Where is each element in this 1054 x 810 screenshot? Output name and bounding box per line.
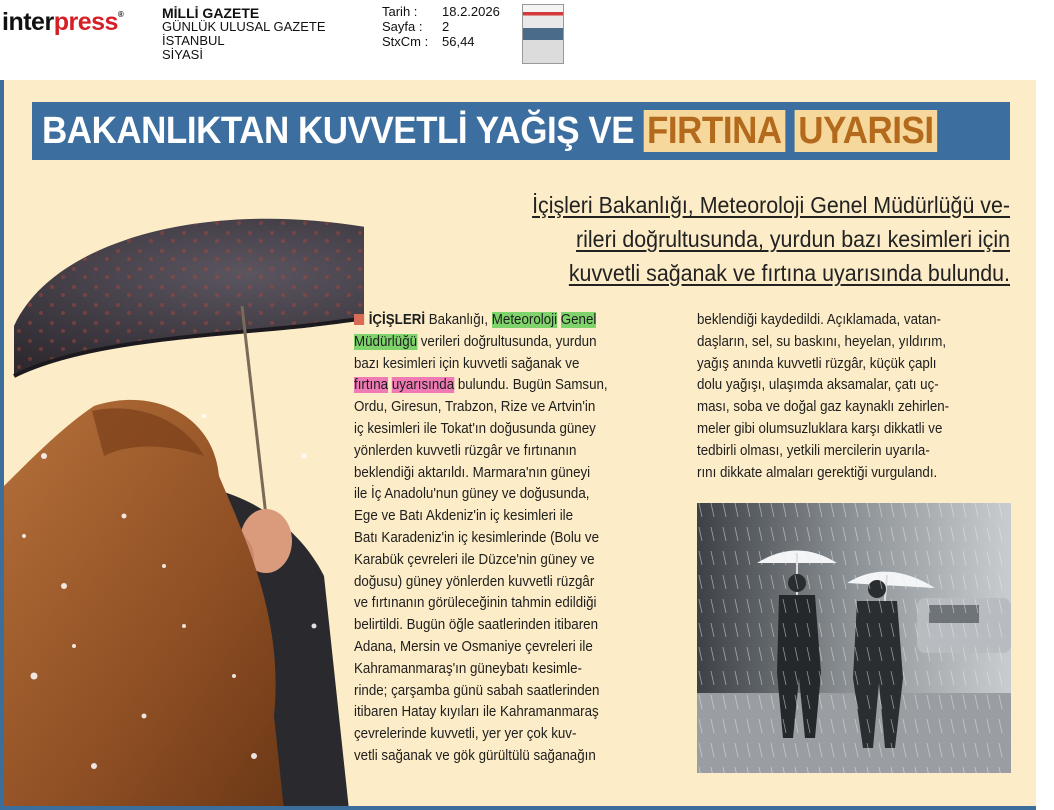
body-line — [354, 310, 645, 332]
kicker: İÇİŞLERİ — [368, 312, 426, 328]
body-line: meler gibi olumsuzluklara karşı dikkatli ve — [697, 420, 943, 437]
publication-name: MİLLİ GAZETE — [162, 5, 260, 21]
body-line: Kahramanmaraş'ın güneybatı kesimle- — [354, 660, 582, 677]
date-label: Tarih : — [382, 4, 418, 19]
publication-info — [162, 6, 326, 62]
body-line: çevrelerinde kuvvetli, yer yer çok kuv- — [354, 726, 577, 743]
body-text: bulundu. Bugün Samsun, — [454, 377, 608, 394]
lede-line: rileri doğrultusunda, yurdun bazı kesimleri için — [576, 226, 1010, 252]
body-line: beklendiği aktarıldı. Marmara'nın güneyi — [354, 464, 591, 481]
body-line: dolu yağışı, ulaşımda aksamalar, çatı uç- — [697, 377, 939, 394]
highlight-genel: Genel — [560, 312, 597, 328]
highlight-firtina: fırtına — [354, 377, 389, 394]
body-line: Batı Karadeniz'in iç kesimlerinde (Bolu ve — [354, 529, 600, 546]
publication-section: SİYASİ — [162, 47, 203, 62]
publication-city: İSTANBUL — [162, 33, 225, 48]
body-line: ile İç Anadolu'nun güney ve doğusunda, — [354, 486, 590, 503]
body-line: beklendiği kaydedildi. Açıklamada, vatan- — [697, 312, 941, 328]
body-line: Karabük çevreleri ile Düzce'nin güney ve — [354, 551, 595, 568]
body-column-1 — [354, 310, 670, 768]
body-line: itibaren Hatay kıyıları ile Kahramanmaraş — [354, 704, 599, 721]
article — [0, 80, 1036, 810]
page-label: Sayfa : — [382, 19, 423, 34]
body-line: ve fırtınanın görüleceğinin tahmin edildiği — [354, 595, 597, 612]
interpress-logo — [2, 8, 123, 37]
body-line: Adana, Mersin ve Osmaniye çevreleri ile — [354, 638, 593, 655]
clipping-header — [0, 0, 1054, 80]
body-text: Bakanlığı, — [425, 312, 492, 328]
headline-highlight-firtina: FIRTINA — [643, 110, 785, 152]
body-line: ması, soba ve doğal gaz kaynaklı zehirlen- — [697, 399, 950, 416]
body-text: verileri doğrultusunda, yurdun — [417, 333, 597, 350]
headline-text: BAKANLIKTAN KUVVETLİ YAĞIŞ VE — [42, 109, 644, 152]
body-line: daşların, sel, su baskını, heyelan, yıldırım, — [697, 333, 947, 350]
logo-accent: press — [53, 8, 118, 36]
body-line — [354, 375, 645, 397]
body-line: yönlerden kuvvetli rüzgâr ve fırtınanın — [354, 442, 577, 459]
stxcm-value: 56,44 — [442, 34, 475, 49]
date-value: 18.2.2026 — [442, 4, 500, 19]
lede-line: kuvvetli sağanak ve fırtına uyarısında bulundu. — [568, 260, 1010, 286]
umbrella-photo — [4, 156, 364, 810]
stxcm-label: StxCm : — [382, 34, 429, 49]
logo-mark: ® — [117, 10, 124, 19]
rain-photo — [697, 503, 1011, 773]
body-line: tedbirli olması, yetkili mercilerin uyarıla- — [697, 442, 930, 459]
body-line: yağış anında kuvvetli rüzgâr, küçük çaplı — [697, 355, 937, 372]
body-line — [354, 332, 645, 354]
headline-highlight-uyarisi: UYARISI — [795, 110, 938, 152]
body-line: rını dikkate almaları gerektiği vurgulandı. — [697, 464, 938, 481]
headline-bar — [32, 102, 1010, 160]
highlight-meteoroloji: Meteoroloji — [491, 312, 558, 328]
body-line: Ordu, Giresun, Trabzon, Rize ve Artvin'in — [354, 399, 596, 416]
body-line: doğusu) güney yönlerden kuvvetli rüzgâr — [354, 573, 595, 590]
page-thumbnail[interactable] — [522, 4, 564, 64]
body-line: rinde; çarşamba günü sabah saatlerinden — [354, 682, 600, 699]
bullet-square-icon — [354, 314, 364, 325]
body-column-2 — [697, 310, 1015, 484]
lede — [444, 188, 1010, 290]
body-line: bazı kesimleri için kuvvetli sağanak ve — [354, 355, 580, 372]
page-value: 2 — [442, 19, 450, 34]
logo-text: inter — [2, 8, 54, 36]
headline — [42, 110, 937, 153]
clipping-meta — [382, 4, 500, 49]
highlight-mudurlugu: Müdürlüğü — [354, 333, 418, 350]
body-line: belirtildi. Bugün öğle saatlerinden itibaren — [354, 617, 598, 634]
body-line: Ege ve Batı Akdeniz'in iç kesimleri ile — [354, 508, 574, 525]
publication-type: GÜNLÜK ULUSAL GAZETE — [162, 19, 326, 34]
highlight-uyarisinda: uyarısında — [391, 377, 455, 394]
body-line: iç kesimleri ile Tokat'ın doğusunda güney — [354, 420, 596, 437]
lede-line: İçişleri Bakanlığı, Meteoroloji Genel Müdürlüğü ve- — [532, 192, 1010, 218]
body-line: vetli sağanak ve gök gürültülü sağanağın — [354, 747, 596, 764]
